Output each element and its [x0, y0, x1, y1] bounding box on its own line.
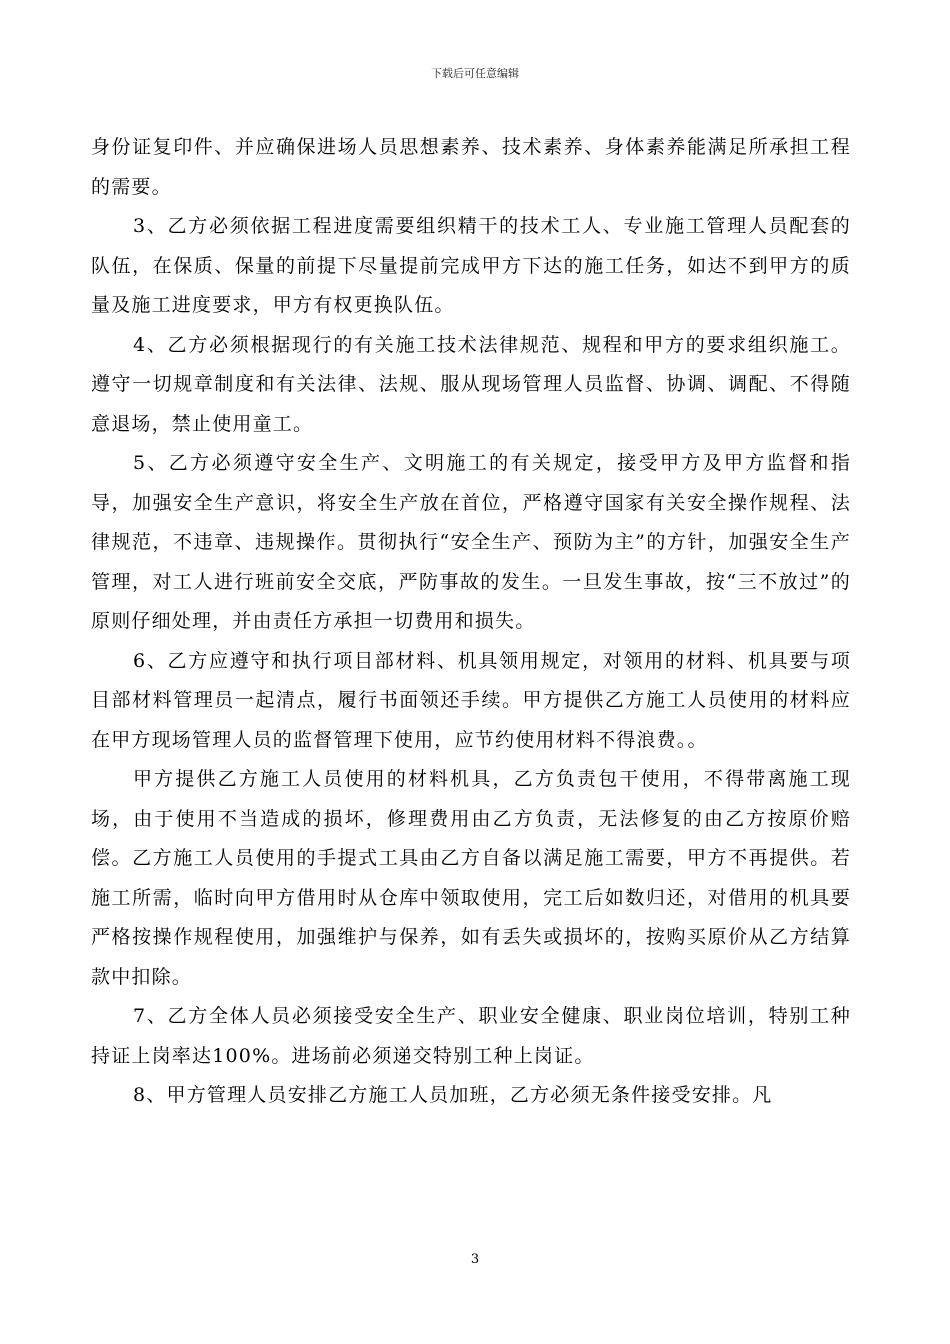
- paragraph-item-6: 6、乙方应遵守和执行项目部材料、机具领用规定，对领用的材料、机具要与项目部材料管理员一起清点，履行书面领还手续。甲方提供乙方施工人员使用的材料应在甲方现场管理人员的监督管理下使用，应节约使用材料不得浪费。。: [91, 649, 851, 751]
- page-number: 3: [470, 1252, 480, 1267]
- document-body: [91, 128, 851, 1116]
- paragraph-item-4: 4、乙方必须根据现行的有关施工技术法律规范、规程和甲方的要求组织施工。遵守一切规章制度和有关法律、法规、服从现场管理人员监督、协调、调配、不得随意退场，禁止使用童工。: [91, 333, 851, 435]
- paragraph-item-8: 8、甲方管理人员安排乙方施工人员加班，乙方必须无条件接受安排。凡: [133, 1084, 773, 1106]
- paragraph-continuation: 身份证复印件、并应确保进场人员思想素养、技术素养、身体素养能满足所承担工程的需要。: [91, 136, 851, 198]
- paragraph-item-7: 7、乙方全体人员必须接受安全生产、职业安全健康、职业岗位培训，特别工种持证上岗率达100%。进场前必须递交特别工种上岗证。: [91, 1005, 851, 1067]
- paragraph-item-3: 3、乙方必须依据工程进度需要组织精干的技术工人、专业施工管理人员配套的队伍，在保质、保量的前提下尽量提前完成甲方下达的施工任务，如达不到甲方的质量及施工进度要求，甲方有权更换队伍。: [91, 215, 851, 316]
- page-header: 下载后可任意编辑: [431, 67, 519, 80]
- paragraph-equipment: 甲方提供乙方施工人员使用的材料机具，乙方负责包干使用，不得带离施工现场，由于使用不当造成的损坏，修理费用由乙方负责，无法修复的由乙方按原价赔偿。乙方施工人员使用的手提式工具由乙方自备以满足施工需要，甲方不再提供。若施工所需，临时向甲方借用时从仓库中领取使用，完工后如数归还，对借用的机具要严格按操作规程使用，加强维护与保养，如有丢失或损坏的，按购买原价从乙方结算款中扣除。: [91, 768, 851, 988]
- paragraph-item-5: 5、乙方必须遵守安全生产、文明施工的有关规定，接受甲方及甲方监督和指导，加强安全生产意识，将安全生产放在首位，严格遵守国家有关安全操作规程、法律规范，不违章、违规操作。贯彻执行“安全生产、预防为主”的方针，加强安全生产管理，对工人进行班前安全交底，严防事故的发生。一旦发生事故，按“三不放过”的原则仔细处理，并由责任方承担一切费用和损失。: [91, 452, 851, 632]
